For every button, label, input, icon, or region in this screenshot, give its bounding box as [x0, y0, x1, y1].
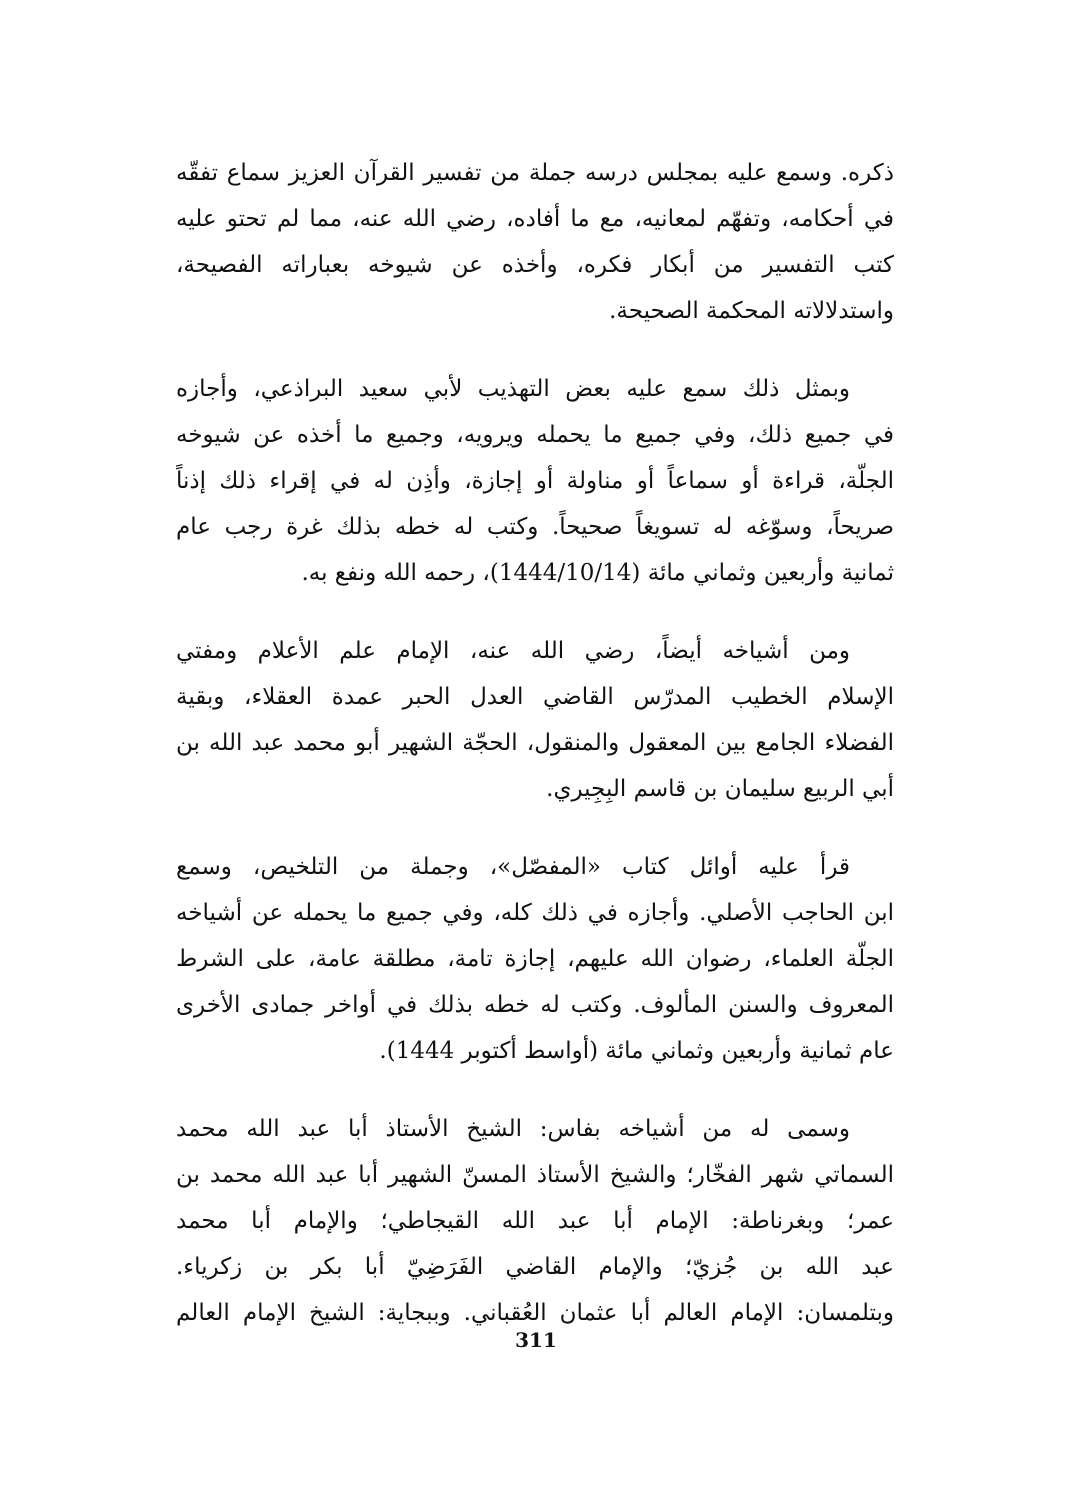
- paragraph-4: [176, 844, 894, 1074]
- text-line: واستدلالاته المحكمة الصحيحة.: [609, 298, 894, 324]
- text-line: في أحكامه، وتفهّم لمعانيه، مع ما أفاده، رضي الله عنه، مما لم تحتو عليه: [176, 206, 894, 232]
- text-line: ذكره. وسمع عليه بمجلس درسه جملة من تفسير القرآن العزيز سماع تفقّه: [176, 160, 894, 186]
- text-line: كتب التفسير من أبكار فكره، وأخذه عن شيوخه بعباراته الفصيحة،: [176, 252, 894, 278]
- text-line: الإسلام الخطيب المدرّس القاضي العدل الحبر عمدة العقلاء، وبقية: [176, 684, 894, 710]
- text-line: عبد الله بن جُزيّ؛ والإمام القاضي الفَرَضِيّ أبا بكر بن زكرياء.: [176, 1254, 894, 1280]
- text-line: ومن أشياخه أيضاً، رضي الله عنه، الإمام علم الأعلام ومفتي: [176, 638, 850, 664]
- text-line: الفضلاء الجامع بين المعقول والمنقول، الحجّة الشهير أبو محمد عبد الله بن: [176, 730, 894, 756]
- text-line: وبتلمسان: الإمام العالم أبا عثمان العُقباني. وببجاية: الشيخ الإمام العالم: [176, 1300, 894, 1326]
- text-line: في جميع ذلك، وفي جميع ما يحمله ويرويه، وجميع ما أخذه عن شيوخه: [176, 422, 894, 448]
- body-text: [176, 150, 894, 1368]
- text-line: صريحاً، وسوّغه له تسويغاً صحيحاً. وكتب له خطه بذلك غرة رجب عام: [176, 514, 894, 540]
- text-line: وبمثل ذلك سمع عليه بعض التهذيب لأبي سعيد البراذعي، وأجازه: [176, 376, 850, 402]
- text-line: المعروف والسنن المألوف. وكتب له خطه بذلك في أواخر جمادى الأخرى: [176, 992, 894, 1018]
- text-line: الجلّة العلماء، رضوان الله عليهم، إجازة تامة، مطلقة عامة، على الشرط: [176, 946, 894, 972]
- text-line: السماتي شهر الفخّار؛ والشيخ الأستاذ المسنّ الشهير أبا عبد الله محمد بن: [176, 1162, 894, 1188]
- text-line: قرأ عليه أوائل كتاب «المفصّل»، وجملة من التلخيص، وسمع: [176, 854, 850, 880]
- text-line: ابن الحاجب الأصلي. وأجازه في ذلك كله، وفي جميع ما يحمله عن أشياخه: [176, 900, 894, 926]
- text-line: وسمى له من أشياخه بفاس: الشيخ الأستاذ أبا عبد الله محمد: [176, 1116, 850, 1142]
- text-line: أبي الربيع سليمان بن قاسم البِجِيري.: [546, 776, 894, 802]
- text-line: ثمانية وأربعين وثماني مائة (1444/10/14)، رحمه الله ونفع به.: [301, 560, 894, 586]
- paragraph-1: [176, 150, 894, 334]
- paragraph-3: [176, 628, 894, 812]
- paragraph-5: [176, 1106, 894, 1336]
- text-line: عام ثمانية وأربعين وثماني مائة (أواسط أكتوبر 1444).: [379, 1038, 894, 1064]
- page-number: 311: [515, 1328, 557, 1352]
- text-line: الجلّة، قراءة أو سماعاً أو مناولة أو إجازة، وأذِن له في إقراء ذلك إذناً: [176, 468, 894, 494]
- paragraph-2: [176, 366, 894, 596]
- text-line: عمر؛ وبغرناطة: الإمام أبا عبد الله القيجاطي؛ والإمام أبا محمد: [176, 1208, 894, 1234]
